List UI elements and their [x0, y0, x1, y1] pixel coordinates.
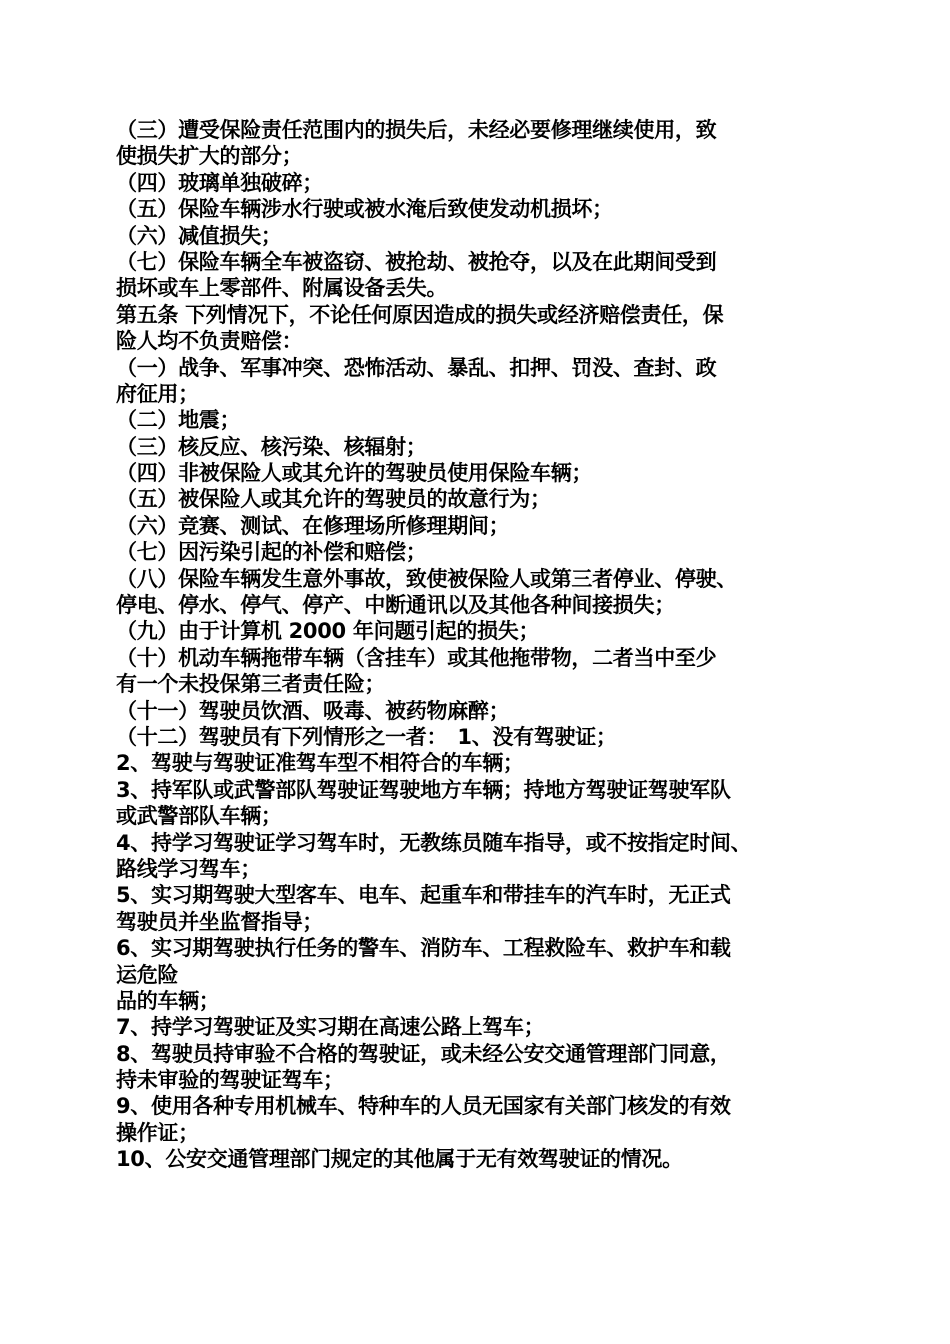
text-line: 品的车辆； — [116, 988, 220, 1013]
text-line: （一）战争、军事冲突、恐怖活动、暴乱、扣押、罚没、查封、政 — [116, 355, 717, 380]
text-line: 6、实习期驾驶执行任务的警车、消防车、工程救险车、救护车和载 — [116, 936, 731, 961]
text-line: 运危险 — [116, 962, 179, 987]
text-line: 10、公安交通管理部门规定的其他属于无有效驾驶证的情况。 — [116, 1147, 683, 1172]
text-line: 停电、停水、停气、停产、中断通讯以及其他各种间接损失； — [116, 593, 675, 618]
text-line: （三）遭受保险责任范围内的损失后，未经必要修理继续使用，致 — [116, 118, 717, 142]
text-line: 或武警部队车辆； — [116, 804, 282, 829]
text-line: 府征用； — [116, 381, 199, 406]
text-line: （二）地震； — [116, 408, 241, 433]
text-line: （六）减值损失； — [116, 223, 282, 248]
text-line: （六）竞赛、测试、在修理场所修理期间； — [116, 513, 510, 538]
text-line: 持未审验的驾驶证驾车； — [116, 1068, 344, 1093]
text-line: 3、持军队或武警部队驾驶证驾驶地方车辆；持地方驾驶证驾驶军队 — [116, 777, 731, 802]
text-line: 8、驾驶员持审验不合格的驾驶证，或未经公安交通管理部门同意， — [116, 1041, 731, 1066]
text-line: 操作证； — [116, 1120, 199, 1145]
text-line: 2、驾驶与驾驶证准驾车型不相符合的车辆； — [116, 751, 524, 776]
text-line: 4、持学习驾驶证学习驾车时，无教练员随车指导，或不按指定时间、 — [116, 830, 752, 855]
text-line: 5、实习期驾驶大型客车、电车、起重车和带挂车的汽车时，无正式 — [116, 883, 731, 908]
text-line: （四）非被保险人或其允许的驾驶员使用保险车辆； — [116, 461, 593, 486]
text-line: （三）核反应、核污染、核辐射； — [116, 434, 427, 459]
article-heading-line: 第五条 下列情况下，不论任何原因造成的损失或经济赔偿责任，保 — [116, 302, 724, 327]
document-body — [116, 117, 846, 1173]
text-line: 险人均不负责赔偿： — [116, 329, 303, 354]
text-line: （四）玻璃单独破碎； — [116, 170, 323, 195]
text-line: （八）保险车辆发生意外事故，致使被保险人或第三者停业、停驶、 — [116, 566, 737, 591]
text-line: （五）保险车辆涉水行驶或被水淹后致使发动机损坏； — [116, 197, 613, 222]
text-line: （九）由于计算机 2000 年问题引起的损失； — [116, 619, 540, 644]
text-line: 损坏或车上零部件、附属设备丢失。 — [116, 276, 448, 301]
text-line: 使损失扩大的部分； — [116, 144, 303, 169]
text-line: 有一个未投保第三者责任险； — [116, 672, 386, 697]
text-line: （十）机动车辆拖带车辆（含挂车）或其他拖带物，二者当中至少 — [116, 645, 717, 670]
text-line: （五）被保险人或其允许的驾驶员的故意行为； — [116, 487, 551, 512]
text-line: 7、持学习驾驶证及实习期在高速公路上驾车； — [116, 1015, 545, 1040]
text-line: 9、使用各种专用机械车、特种车的人员无国家有关部门核发的有效 — [116, 1094, 731, 1119]
text-line: （十二）驾驶员有下列情形之一者： 1、没有驾驶证； — [116, 724, 617, 749]
text-line: 路线学习驾车； — [116, 856, 261, 881]
text-line: 驾驶员并坐监督指导； — [116, 909, 323, 934]
text-line: （七）保险车辆全车被盗窃、被抢劫、被抢夺，以及在此期间受到 — [116, 249, 717, 274]
text-line: （十一）驾驶员饮酒、吸毒、被药物麻醉； — [116, 698, 510, 723]
text-line: （七）因污染引起的补偿和赔偿； — [116, 540, 427, 565]
